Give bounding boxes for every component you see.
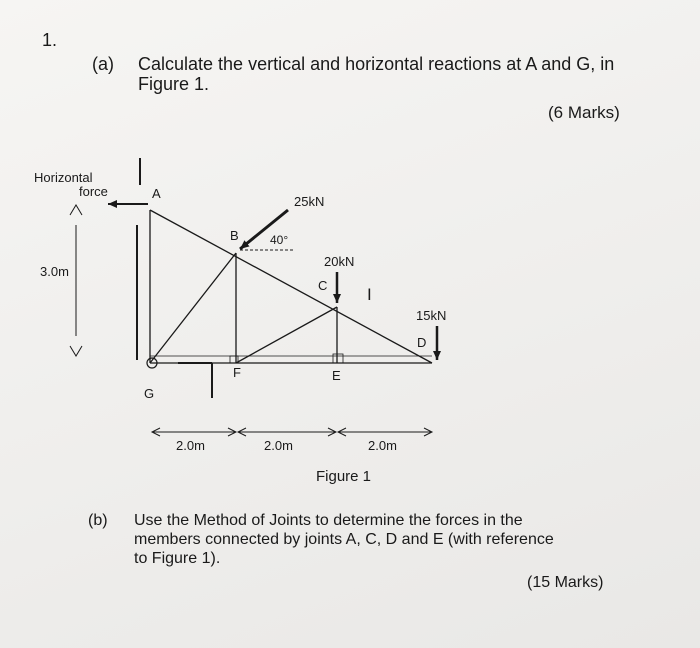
joint-e-marker [333,354,343,363]
part-a-text-line-1: Calculate the vertical and horizontal reactions at A and G, in [138,54,615,74]
load-15kn-label: 15kN [416,308,447,323]
part-a-marks: (6 Marks) [548,103,620,122]
joint-f-label: F [233,365,241,380]
span-2-label: 2.0m [264,438,293,453]
height-label: 3.0m [40,264,69,279]
part-a-text-line-2: Figure 1. [138,74,210,94]
member-top-chord [150,210,432,363]
joint-b-label: B [230,228,239,243]
span-1-label: 2.0m [176,438,205,453]
joint-g-label: G [144,386,155,401]
height-dimension-arrow-down [70,346,82,356]
figure-caption: Figure 1 [316,468,372,485]
joint-e-label: E [332,368,341,383]
part-b-text-line-2: members connected by joints A, C, D and E (with reference [134,531,554,548]
angle-label: 40° [270,233,289,247]
member-fc [236,307,337,363]
span-3-label: 2.0m [368,438,397,453]
question-number: 1. [42,30,58,50]
load-20kn-label: 20kN [324,254,355,269]
load-25kn-label: 25kN [294,194,325,209]
member-gb [150,253,236,363]
horizontal-force-label-2: force [79,184,108,199]
joint-d-label: D [417,335,427,350]
joint-a-label: A [152,186,161,201]
text-cursor-icon: I [367,285,372,304]
joint-c-label: C [318,278,328,293]
part-b-text-line-1: Use the Method of Joints to determine the forces in the [134,512,523,529]
horizontal-force-label-1: Horizontal [34,170,93,185]
part-b-label: (b) [88,512,108,529]
part-a-label: (a) [92,54,114,74]
height-dimension-arrow-up [70,205,82,215]
part-b-marks: (15 Marks) [527,574,604,591]
part-b-text-line-3: to Figure 1). [134,550,221,567]
